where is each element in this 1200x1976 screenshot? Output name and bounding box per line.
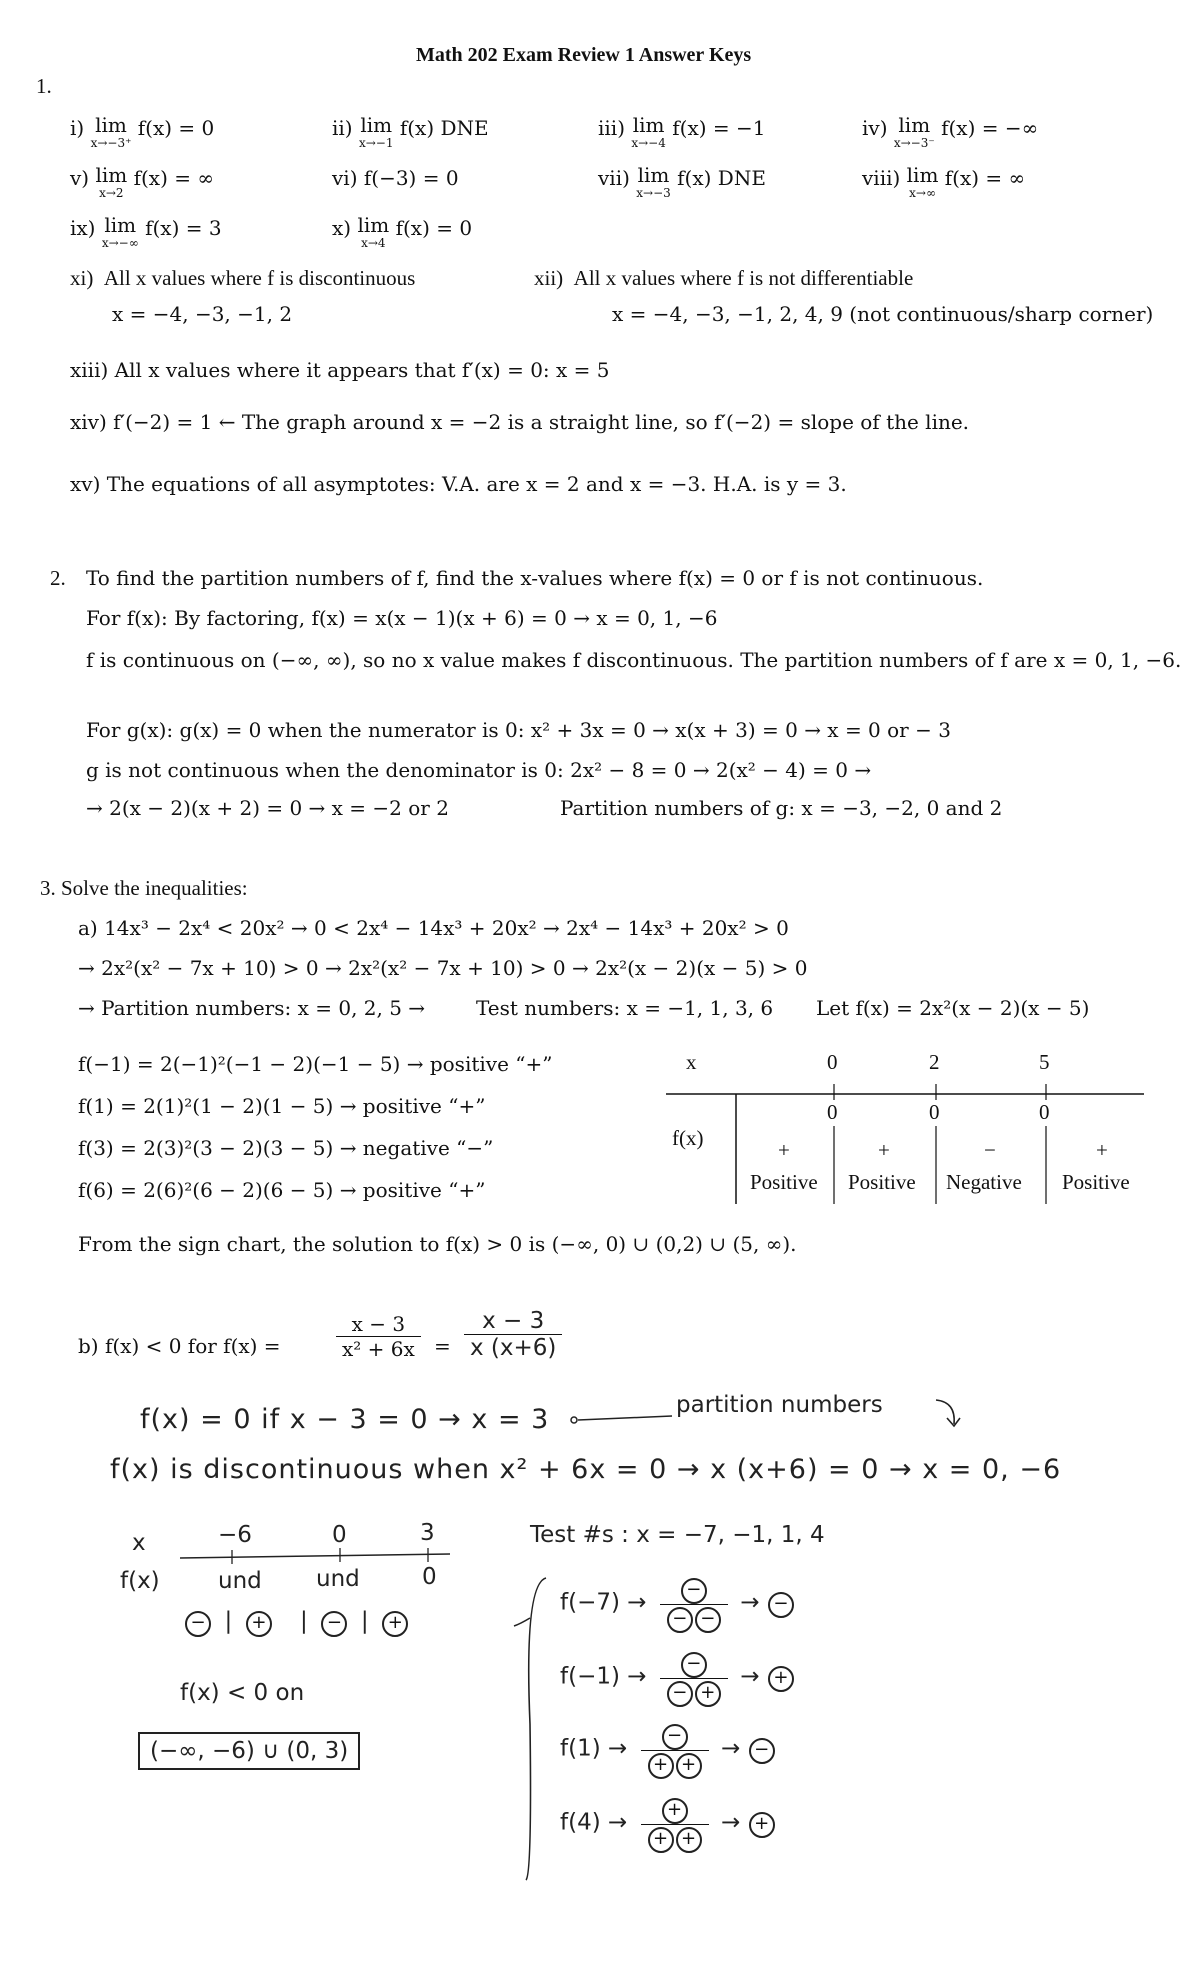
q1-xi-answer: x = −4, −3, −1, 2 bbox=[112, 302, 293, 326]
q1-viii: viii) lim x→∞ f(x) = ∞ bbox=[862, 163, 1026, 200]
q1-xiv: xiv) f′(−2) = 1 ← The graph around x = −2 is a straight line, so f′(−2) = slope of the line. bbox=[70, 410, 970, 434]
q1-ii: ii) lim x→−1 f(x) DNE bbox=[332, 113, 489, 150]
hand-point-2: 0 bbox=[332, 1522, 347, 1548]
q1-vi: vi) f(−3) = 0 bbox=[332, 166, 459, 190]
hand-und-1: und bbox=[218, 1568, 262, 1594]
q1-xiii: xiii) All x values where it appears that f′(x) = 0: x = 5 bbox=[70, 358, 610, 382]
chart-sign-3: − bbox=[984, 1138, 996, 1162]
q1-vii: vii) lim x→−3 f(x) DNE bbox=[598, 163, 766, 200]
hand-fx-label: f(x) bbox=[120, 1568, 160, 1594]
q2-number: 2. bbox=[50, 566, 66, 590]
chart-word-1: Positive bbox=[750, 1170, 818, 1194]
hand-answer-box: (−∞, −6) ∪ (0, 3) bbox=[138, 1732, 360, 1770]
chart-zero-3: 0 bbox=[1039, 1100, 1050, 1124]
hand-partition-note: partition numbers bbox=[676, 1392, 883, 1418]
q1-i: i) lim x→−3⁺ f(x) = 0 bbox=[70, 113, 215, 150]
chart-word-3: Negative bbox=[946, 1170, 1022, 1194]
curved-arrow-icon bbox=[934, 1396, 964, 1430]
q2-line5: g is not continuous when the denominator is 0: 2x² − 8 = 0 → 2(x² − 4) = 0 → bbox=[86, 758, 872, 782]
q3a-line2: → 2x²(x² − 7x + 10) > 0 → 2x²(x² − 7x + 10) > 0 → 2x²(x − 2)(x − 5) > 0 bbox=[78, 956, 808, 980]
hand-line-1: f(x) = 0 if x − 3 = 0 → x = 3 bbox=[140, 1404, 550, 1435]
q2-line6b: Partition numbers of g: x = −3, −2, 0 and 2 bbox=[560, 796, 1003, 820]
q3a-line3b: Test numbers: x = −1, 1, 3, 6 bbox=[476, 996, 774, 1020]
q1-xv: xv) The equations of all asymptotes: V.A. are x = 2 and x = −3. H.A. is y = 3. bbox=[70, 472, 847, 496]
hand-test-numbers: Test #s : x = −7, −1, 1, 4 bbox=[530, 1522, 825, 1548]
page-title: Math 202 Exam Review 1 Answer Keys bbox=[416, 44, 752, 66]
hand-test-1: f(−7) → $\frac{-}{- -}$ → − bbox=[560, 1576, 880, 1633]
q3a-line3c: Let f(x) = 2x²(x − 2)(x − 5) bbox=[816, 996, 1090, 1020]
chart-point-2: 2 bbox=[929, 1050, 940, 1074]
sign-circle-2: + bbox=[246, 1611, 272, 1637]
chart-sign-4: + bbox=[1096, 1138, 1108, 1162]
hand-x-label: x bbox=[132, 1530, 146, 1556]
sign-circle-4: + bbox=[382, 1611, 408, 1637]
q3a-test-4: f(6) = 2(6)²(6 − 2)(6 − 5) → positive “+” bbox=[78, 1178, 486, 1202]
hand-sign-row: − | + | − | + bbox=[184, 1608, 409, 1637]
q1-xi: xi) All x values where f is discontinuous bbox=[70, 266, 416, 290]
q3-heading: 3. Solve the inequalities: bbox=[40, 876, 248, 900]
q3a-line3a: → Partition numbers: x = 0, 2, 5 → bbox=[78, 996, 426, 1020]
chart-point-0: 0 bbox=[827, 1050, 838, 1074]
sign-chart-b-line bbox=[110, 1520, 460, 1580]
q1-xii: xii) All x values where f is not differentiable bbox=[534, 266, 914, 290]
q1-iii: iii) lim x→−4 f(x) = −1 bbox=[598, 113, 766, 150]
hand-line-2: f(x) is discontinuous when x² + 6x = 0 → x (x+6) = 0 → x = 0, −6 bbox=[110, 1454, 1062, 1485]
chart-sign-2: + bbox=[878, 1138, 890, 1162]
chart-word-4: Positive bbox=[1062, 1170, 1130, 1194]
chart-point-5: 5 bbox=[1039, 1050, 1050, 1074]
chart-x-label: x bbox=[686, 1050, 697, 1074]
q1-ix: ix) lim x→−∞ f(x) = 3 bbox=[70, 213, 222, 250]
q3b-equals: = bbox=[434, 1334, 451, 1358]
q3a-test-3: f(3) = 2(3)²(3 − 2)(3 − 5) → negative “−” bbox=[78, 1136, 494, 1160]
q3a-test-1: f(−1) = 2(−1)²(−1 − 2)(−1 − 5) → positive “+” bbox=[78, 1052, 553, 1076]
hand-point-3: 3 bbox=[420, 1520, 435, 1546]
q2-line4: For g(x): g(x) = 0 when the numerator is 0: x² + 3x = 0 → x(x + 3) = 0 → x = 0 or − 3 bbox=[86, 718, 951, 742]
q3a-line1: a) 14x³ − 2x⁴ < 20x² → 0 < 2x⁴ − 14x³ + 20x² → 2x⁴ − 14x³ + 20x² > 0 bbox=[78, 916, 789, 940]
q2-line2: For f(x): By factoring, f(x) = x(x − 1)(x + 6) = 0 → x = 0, 1, −6 bbox=[86, 606, 718, 630]
q1-iv: iv) lim x→−3⁻ f(x) = −∞ bbox=[862, 113, 1039, 150]
chart-sign-1: + bbox=[778, 1138, 790, 1162]
q1-number: 1. bbox=[36, 74, 52, 98]
chart-f-label: f(x) bbox=[672, 1126, 704, 1150]
sign-circle-1: − bbox=[185, 1611, 211, 1637]
q3a-solution: From the sign chart, the solution to f(x) > 0 is (−∞, 0) ∪ (0,2) ∪ (5, ∞). bbox=[78, 1232, 797, 1256]
hand-zero: 0 bbox=[422, 1564, 437, 1590]
q3a-test-2: f(1) = 2(1)²(1 − 2)(1 − 5) → positive “+” bbox=[78, 1094, 486, 1118]
q3b-hand-fraction: $\frac{x - 3}{x (x+6)}$ bbox=[464, 1308, 562, 1361]
hand-test-2: f(−1) → $\frac{-}{- +}$ → + bbox=[560, 1650, 880, 1707]
q1-xii-answer: x = −4, −3, −1, 2, 4, 9 (not continuous/sharp corner) bbox=[612, 302, 1154, 326]
chart-word-2: Positive bbox=[848, 1170, 916, 1194]
q2-line6a: → 2(x − 2)(x + 2) = 0 → x = −2 or 2 bbox=[86, 796, 449, 820]
q1-x: x) lim x→4 f(x) = 0 bbox=[332, 213, 473, 250]
chart-zero-1: 0 bbox=[827, 1100, 838, 1124]
sign-chart-b bbox=[110, 1520, 460, 1680]
hand-und-2: und bbox=[316, 1566, 360, 1592]
q3b-lead: b) f(x) < 0 for f(x) = bbox=[78, 1334, 281, 1358]
hand-lt-zero: f(x) < 0 on bbox=[180, 1680, 305, 1706]
q3b-fraction: $\frac{x - 3}{\text{x² + 6x}}$ bbox=[336, 1312, 421, 1361]
sign-chart-a bbox=[666, 1046, 1146, 1206]
q2-line1: To find the partition numbers of f, find the x-values where f(x) = 0 or f is not continuous. bbox=[86, 566, 984, 590]
sign-circle-3: − bbox=[321, 1611, 347, 1637]
q1-v: v) lim x→2 f(x) = ∞ bbox=[70, 163, 215, 200]
arrow-to-partition bbox=[566, 1410, 676, 1430]
chart-zero-2: 0 bbox=[929, 1100, 940, 1124]
hand-test-3: f(1) → $\frac{-}{+ +}$ → − bbox=[560, 1722, 880, 1779]
q2-line3: f is continuous on (−∞, ∞), so no x value makes f discontinuous. The partition numbers of f are x = 0, 1, −6. bbox=[86, 648, 1182, 672]
hand-test-4: f(4) → $\frac{+}{+ +}$ → + bbox=[560, 1796, 880, 1853]
brace-icon bbox=[510, 1574, 550, 1884]
hand-point-1: −6 bbox=[218, 1522, 252, 1548]
